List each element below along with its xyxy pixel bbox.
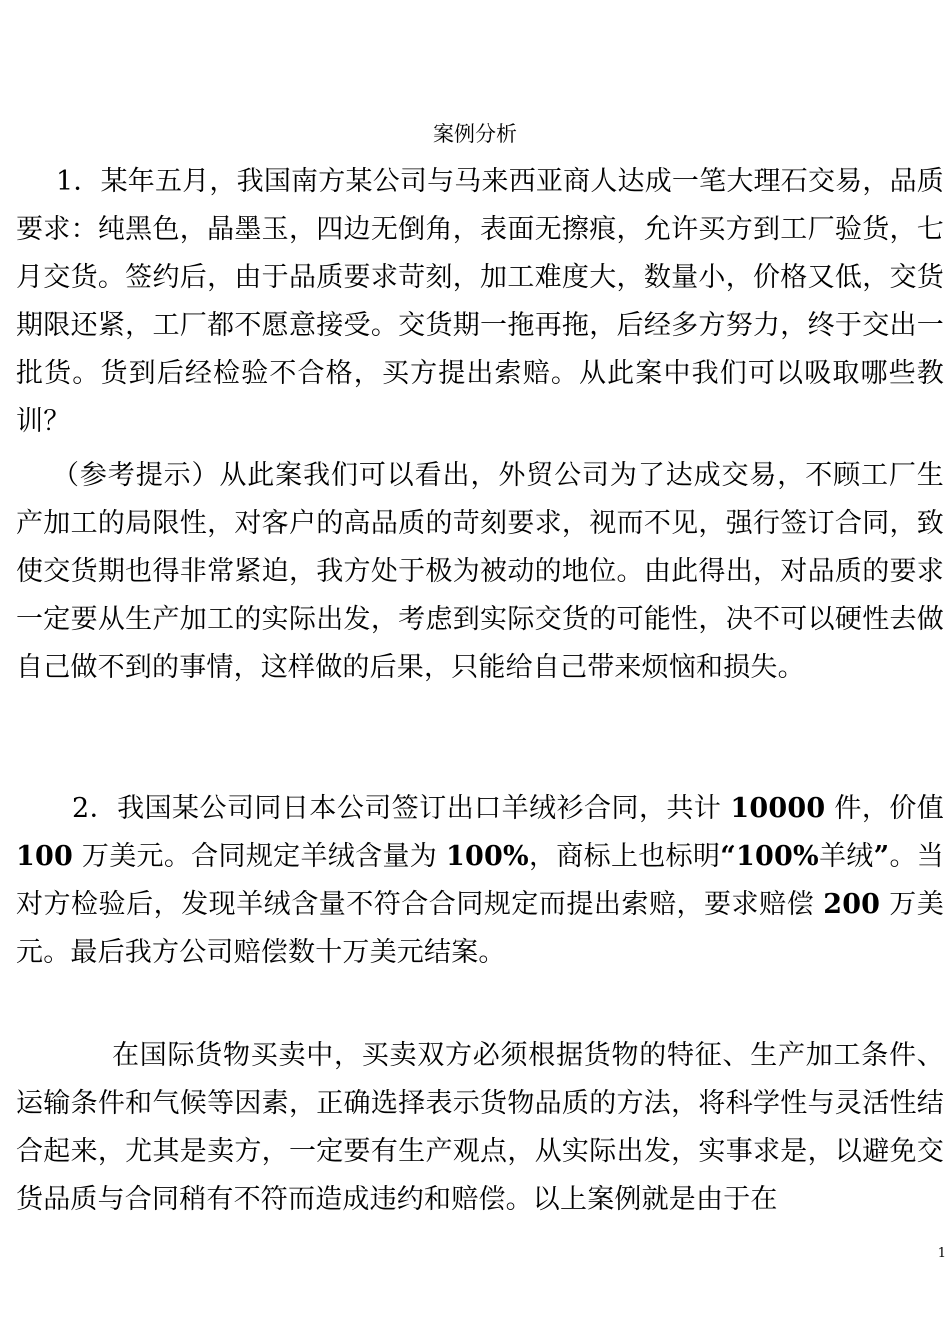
case2-contract-value: 100: [16, 841, 73, 872]
case2-label-quote-close: ”: [873, 841, 890, 872]
case2-text-2: 件，价值: [825, 793, 944, 824]
case2-question-paragraph: [16, 785, 944, 977]
case2-analysis-paragraph: 在国际货物买卖中，买卖双方必须根据货物的特征、生产加工条件、运输条件和气候等因素，正确选择表示货物品质的方法，将科学性与灵活性结合起来，尤其是卖方，一定要有生产观点，从实际出发，实事求是，以避免交货品质与合同稍有不符而造成违约和赔偿。以上案例就是由于在: [16, 1040, 944, 1215]
case2-claim-amount: 200: [823, 889, 881, 920]
page-number: 1: [937, 1246, 946, 1261]
case2-text-6: 。当对方检验后，发现羊绒含量不符合合同规定而提出索赔，要求赔偿: [16, 841, 944, 920]
case2-text-4: ，商标上也标明: [528, 841, 721, 872]
case1-answer-paragraph: （参考提示）从此案我们可以看出，外贸公司为了达成交易，不顾工厂生产加工的局限性，对客户的高品质的苛刻要求，视而不见，强行签订合同，致使交货期也得非常紧迫，我方处于极为被动的地位。由此得出，对品质的要求一定要从生产加工的实际出发，考虑到实际交货的可能性，决不可以硬性去做自己做不到的事情，这样做的后果，只能给自己带来烦恼和损失。: [16, 460, 944, 683]
case2-cashmere-content: 100%: [446, 841, 529, 872]
case2-label-quote-open: “100%: [720, 841, 819, 872]
case2-text-5: 羊绒: [818, 841, 874, 872]
page-title: 案例分析: [433, 122, 517, 146]
case2-text-1: 2．我国某公司同日本公司签订出口羊绒衫合同，共计: [72, 793, 731, 824]
case2-text-7: 万美元。最后我方公司赔偿数十万美元结案。: [16, 889, 944, 968]
case2-text-3: 万美元。合同规定羊绒含量为: [72, 841, 447, 872]
case2-quantity-value: 10000: [730, 793, 826, 824]
case1-question-paragraph: 1．某年五月，我国南方某公司与马来西亚商人达成一笔大理石交易，品质要求：纯黑色，晶墨玉，四边无倒角，表面无擦痕，允许买方到工厂验货，七月交货。签约后，由于品质要求苛刻，加工难度大，数量小，价格又低，交货期限还紧，工厂都不愿意接受。交货期一拖再拖，后经多方努力，终于交出一批货。货到后经检验不合格，买方提出索赔。从此案中我们可以吸取哪些教训？: [16, 166, 944, 437]
